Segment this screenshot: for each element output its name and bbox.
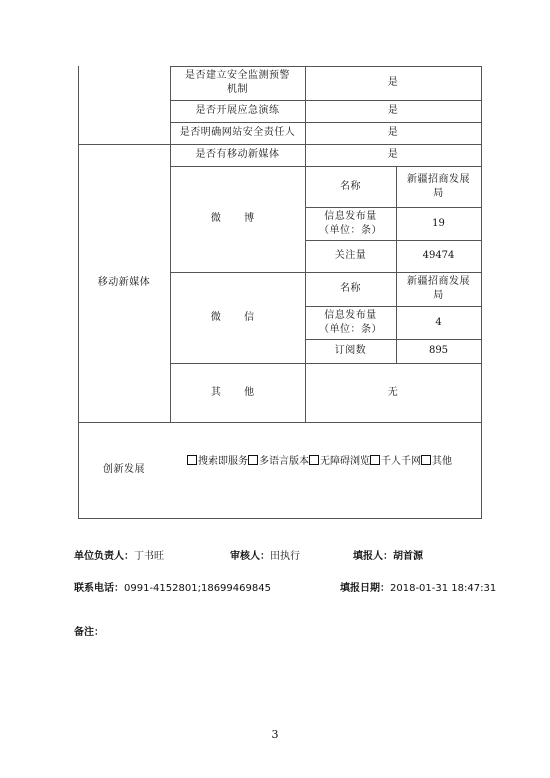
date-field: 填报日期：2018-01-31 18:47:31 — [340, 583, 497, 594]
option-other: 其他 — [421, 455, 452, 469]
wechat-name-value: 新疆招商发展 局 — [407, 276, 470, 301]
weibo-follow-value: 49474 — [422, 250, 455, 261]
leader-value: 丁书旺 — [134, 551, 164, 562]
wechat-count-label: 信息发布量 （单位：条） — [319, 309, 382, 335]
weibo-count-label: 信息发布量 （单位：条） — [319, 210, 382, 236]
mobile-media-section-label: 移动新媒体 — [97, 277, 151, 288]
option-personalized: 千人千网 — [370, 455, 421, 469]
report-table — [78, 66, 481, 518]
checkbox-icon — [248, 455, 258, 465]
reviewer-value: 田执行 — [270, 551, 300, 562]
checkbox-icon — [370, 455, 380, 465]
weibo-follow-label: 关注量 — [334, 250, 367, 261]
filler-field: 填报人：胡首源 — [353, 551, 423, 562]
responsible-label: 是否明确网站安全责任人 — [179, 127, 296, 138]
drill-label: 是否开展应急演练 — [195, 105, 280, 116]
option-multilingual: 多语言版本 — [248, 455, 309, 469]
checkbox-icon — [187, 455, 197, 465]
monitor-label: 是否建立安全监测预警 机制 — [185, 70, 290, 95]
leader-field: 单位负责人：丁书旺 — [74, 551, 164, 562]
checkbox-icon — [421, 455, 431, 465]
wechat-name-label: 名称 — [340, 283, 361, 294]
weibo-label: 微 博 — [210, 213, 265, 224]
monitor-value: 是 — [387, 77, 399, 88]
responsible-value: 是 — [387, 127, 399, 138]
phone-value: 0991-4152801;18699469845 — [124, 583, 271, 594]
date-value: 2018-01-31 18:47:31 — [390, 583, 497, 594]
filler-value: 胡首源 — [393, 551, 423, 562]
drill-value: 是 — [387, 105, 399, 116]
has-mobile-media-value: 是 — [387, 149, 399, 160]
wechat-sub-value: 895 — [428, 345, 449, 356]
checkbox-icon — [309, 455, 319, 465]
has-mobile-media-label: 是否有移动新媒体 — [195, 149, 280, 160]
other-media-value: 无 — [387, 386, 399, 398]
page-number: 3 — [271, 728, 279, 741]
phone-field: 联系电话：0991-4152801;18699469845 — [74, 583, 271, 594]
weibo-name-value: 新疆招商发展 局 — [407, 173, 470, 199]
reviewer-field: 审核人：田执行 — [230, 551, 300, 562]
innovation-label: 创新发展 — [103, 464, 145, 475]
wechat-sub-label: 订阅数 — [334, 345, 367, 356]
option-search: 搜索即服务 — [187, 455, 248, 469]
option-accessible: 无障碍浏览 — [309, 455, 370, 469]
innovation-options — [179, 422, 487, 502]
weibo-name-label: 名称 — [340, 180, 361, 192]
other-media-label: 其 他 — [210, 386, 265, 398]
wechat-label: 微 信 — [210, 311, 265, 323]
weibo-count-value: 19 — [432, 217, 445, 229]
wechat-count-value: 4 — [435, 316, 442, 328]
remark-label: 备注： — [74, 627, 104, 638]
